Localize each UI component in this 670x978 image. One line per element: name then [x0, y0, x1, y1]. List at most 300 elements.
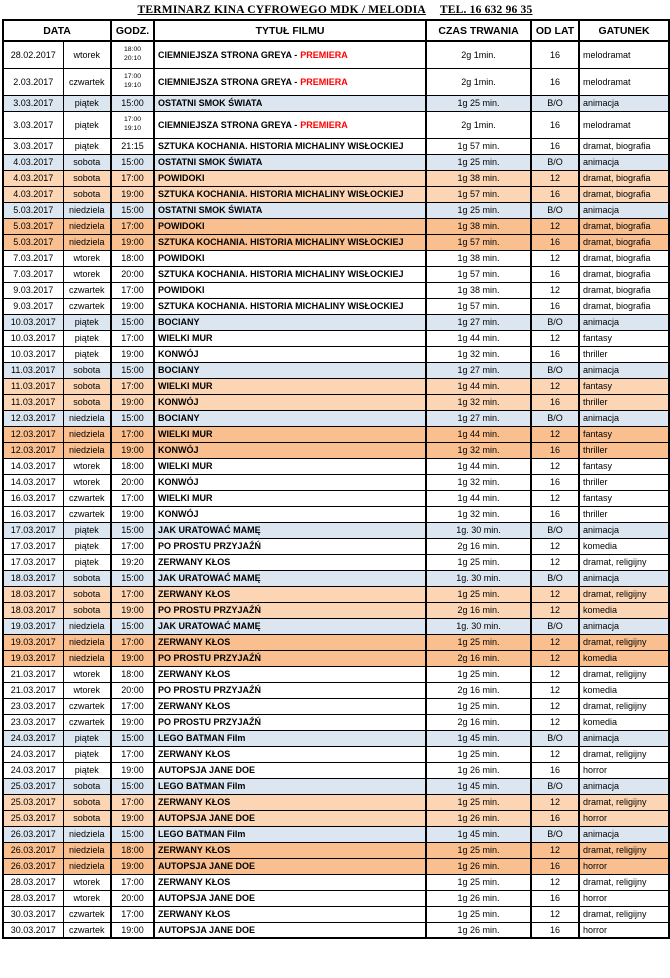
- cell-showtime: 17:00: [111, 586, 154, 602]
- cell-duration: 1g 26 min.: [426, 922, 531, 938]
- film-title: ZERWANY KŁOS: [158, 589, 231, 599]
- cell-day: niedziela: [63, 826, 111, 842]
- cell-genre: animacja: [579, 730, 669, 746]
- cell-day: sobota: [63, 154, 111, 170]
- table-row: [3, 442, 669, 458]
- cell-genre: dramat, religijny: [579, 906, 669, 922]
- cell-day: czwartek: [63, 922, 111, 938]
- cell-age-rating: B/O: [531, 154, 579, 170]
- cell-day: sobota: [63, 778, 111, 794]
- cell-genre: dramat, religijny: [579, 634, 669, 650]
- table-row: [3, 922, 669, 938]
- cell-day: wtorek: [63, 266, 111, 282]
- cell-duration: 1g 25 min.: [426, 746, 531, 762]
- cell-duration: 1g 45 min.: [426, 730, 531, 746]
- cell-date: 12.03.2017: [3, 410, 63, 426]
- cell-duration: 1g 38 min.: [426, 250, 531, 266]
- cell-film-title: [154, 266, 426, 282]
- cell-day: sobota: [63, 362, 111, 378]
- cell-showtime: 17:00: [111, 378, 154, 394]
- cell-genre: animacja: [579, 314, 669, 330]
- cell-genre: animacja: [579, 95, 669, 111]
- cell-age-rating: 12: [531, 746, 579, 762]
- cell-film-title: [154, 794, 426, 810]
- cell-film-title: [154, 906, 426, 922]
- table-row: [3, 218, 669, 234]
- cell-day: wtorek: [63, 250, 111, 266]
- table-row: [3, 111, 669, 138]
- film-title: POWIDOKI: [158, 285, 205, 295]
- cell-duration: 2g 16 min.: [426, 538, 531, 554]
- cell-genre: thriller: [579, 346, 669, 362]
- cell-date: 19.03.2017: [3, 650, 63, 666]
- film-title: PO PROSTU PRZYJAŹŃ: [158, 541, 262, 551]
- cell-duration: 1g 32 min.: [426, 474, 531, 490]
- cell-showtime: 19:00: [111, 442, 154, 458]
- cell-duration: 1g 25 min.: [426, 906, 531, 922]
- table-row: [3, 810, 669, 826]
- cell-date: 5.03.2017: [3, 234, 63, 250]
- cell-genre: horror: [579, 810, 669, 826]
- table-row: [3, 842, 669, 858]
- cell-duration: 1g 32 min.: [426, 506, 531, 522]
- cell-date: 26.03.2017: [3, 858, 63, 874]
- cell-film-title: [154, 698, 426, 714]
- cell-age-rating: 12: [531, 714, 579, 730]
- cell-genre: dramat, biografia: [579, 298, 669, 314]
- table-row: [3, 154, 669, 170]
- table-row: [3, 698, 669, 714]
- cell-day: piątek: [63, 138, 111, 154]
- cell-age-rating: 12: [531, 330, 579, 346]
- cell-day: czwartek: [63, 282, 111, 298]
- table-body: [3, 41, 669, 938]
- cell-age-rating: 12: [531, 906, 579, 922]
- cell-showtime: 19:20: [111, 554, 154, 570]
- cell-genre: komedia: [579, 650, 669, 666]
- cell-showtime: 15:00: [111, 314, 154, 330]
- cell-showtime: 17:00: [111, 794, 154, 810]
- film-title: CIEMNIEJSZA STRONA GREYA -: [158, 76, 298, 87]
- cell-age-rating: 12: [531, 282, 579, 298]
- table-row: [3, 554, 669, 570]
- cell-showtime: 18:00: [111, 458, 154, 474]
- cell-age-rating: B/O: [531, 522, 579, 538]
- cell-date: 3.03.2017: [3, 95, 63, 111]
- cell-genre: melodramat: [579, 68, 669, 95]
- cell-film-title: [154, 202, 426, 218]
- cell-genre: thriller: [579, 394, 669, 410]
- film-title: BOCIANY: [158, 365, 200, 375]
- cell-film-title: [154, 394, 426, 410]
- cell-age-rating: 12: [531, 538, 579, 554]
- cell-duration: 1g 25 min.: [426, 154, 531, 170]
- cell-showtime: 15:00: [111, 826, 154, 842]
- cell-showtime: 15:00: [111, 95, 154, 111]
- cell-date: 10.03.2017: [3, 314, 63, 330]
- film-title: WIELKI MUR: [158, 333, 213, 343]
- cell-age-rating: 16: [531, 234, 579, 250]
- cell-age-rating: 16: [531, 346, 579, 362]
- cell-showtime: 15:00: [111, 522, 154, 538]
- film-title: ZERWANY KŁOS: [158, 637, 231, 647]
- cell-showtime: 19:00: [111, 298, 154, 314]
- cell-date: 7.03.2017: [3, 266, 63, 282]
- film-title: WIELKI MUR: [158, 381, 213, 391]
- cell-day: sobota: [63, 794, 111, 810]
- cell-duration: 2g 1min.: [426, 68, 531, 95]
- cell-duration: 1g 32 min.: [426, 346, 531, 362]
- cell-showtime: 17:00: [111, 218, 154, 234]
- cell-duration: 1g 57 min.: [426, 186, 531, 202]
- cell-age-rating: B/O: [531, 826, 579, 842]
- cell-date: 26.03.2017: [3, 842, 63, 858]
- cell-age-rating: B/O: [531, 778, 579, 794]
- cell-genre: dramat, biografia: [579, 218, 669, 234]
- cell-date: 12.03.2017: [3, 426, 63, 442]
- cell-date: 4.03.2017: [3, 170, 63, 186]
- cell-age-rating: 12: [531, 650, 579, 666]
- cell-age-rating: 16: [531, 68, 579, 95]
- cell-genre: animacja: [579, 522, 669, 538]
- cell-showtime: 17:00: [111, 490, 154, 506]
- film-title: PO PROSTU PRZYJAŹŃ: [158, 717, 262, 727]
- cell-genre: animacja: [579, 154, 669, 170]
- cell-film-title: [154, 330, 426, 346]
- film-title: LEGO BATMAN Film: [158, 829, 246, 839]
- cell-date: 5.03.2017: [3, 202, 63, 218]
- film-title: POWIDOKI: [158, 173, 205, 183]
- cell-genre: dramat, biografia: [579, 186, 669, 202]
- film-title: KONWÓJ: [158, 349, 199, 359]
- film-title: POWIDOKI: [158, 253, 205, 263]
- cell-duration: 1g 25 min.: [426, 698, 531, 714]
- film-title: PO PROSTU PRZYJAŹŃ: [158, 605, 262, 615]
- cell-day: sobota: [63, 186, 111, 202]
- cell-duration: 1g 57 min.: [426, 234, 531, 250]
- cell-film-title: [154, 874, 426, 890]
- cell-day: sobota: [63, 394, 111, 410]
- cell-duration: 1g 57 min.: [426, 138, 531, 154]
- cell-showtime: 19:00: [111, 762, 154, 778]
- cell-film-title: [154, 474, 426, 490]
- cell-day: wtorek: [63, 666, 111, 682]
- cell-genre: horror: [579, 762, 669, 778]
- cell-date: 25.03.2017: [3, 810, 63, 826]
- page-title: [0, 0, 670, 19]
- page-title-text: TERMINARZ KINA CYFROWEGO MDK / MELODIA: [137, 4, 426, 16]
- cell-film-title: [154, 426, 426, 442]
- cell-film-title: [154, 442, 426, 458]
- cell-day: piątek: [63, 314, 111, 330]
- film-title: WIELKI MUR: [158, 493, 213, 503]
- cell-date: 26.03.2017: [3, 826, 63, 842]
- cell-age-rating: 12: [531, 794, 579, 810]
- cell-film-title: [154, 730, 426, 746]
- table-row: [3, 490, 669, 506]
- cell-duration: 1g 44 min.: [426, 426, 531, 442]
- cell-genre: dramat, religijny: [579, 554, 669, 570]
- cell-duration: 1g 26 min.: [426, 858, 531, 874]
- cell-film-title: [154, 170, 426, 186]
- table-row: [3, 170, 669, 186]
- cell-day: czwartek: [63, 68, 111, 95]
- table-row: [3, 458, 669, 474]
- cell-film-title: [154, 186, 426, 202]
- cell-age-rating: 12: [531, 458, 579, 474]
- cell-duration: 1g 25 min.: [426, 95, 531, 111]
- cell-showtime: 17:00: [111, 906, 154, 922]
- col-header-odlat: OD LAT: [531, 20, 579, 41]
- table-row: [3, 906, 669, 922]
- cell-showtime: 15:00: [111, 154, 154, 170]
- cell-film-title: [154, 282, 426, 298]
- cell-date: 17.03.2017: [3, 522, 63, 538]
- cell-duration: 1g 32 min.: [426, 442, 531, 458]
- cell-day: wtorek: [63, 41, 111, 68]
- film-title: JAK URATOWAĆ MAMĘ: [158, 525, 261, 535]
- cell-day: sobota: [63, 810, 111, 826]
- cell-showtime: 17:00: [111, 634, 154, 650]
- cell-date: 16.03.2017: [3, 506, 63, 522]
- table-row: [3, 95, 669, 111]
- cell-film-title: [154, 842, 426, 858]
- film-title: LEGO BATMAN Film: [158, 733, 246, 743]
- cell-day: piątek: [63, 95, 111, 111]
- table-row: [3, 41, 669, 68]
- cell-day: wtorek: [63, 682, 111, 698]
- table-row: [3, 586, 669, 602]
- cell-day: niedziela: [63, 650, 111, 666]
- cell-duration: 2g 16 min.: [426, 650, 531, 666]
- cell-genre: dramat, religijny: [579, 746, 669, 762]
- film-title: ZERWANY KŁOS: [158, 669, 231, 679]
- cell-genre: komedia: [579, 714, 669, 730]
- cell-day: sobota: [63, 586, 111, 602]
- cell-genre: horror: [579, 890, 669, 906]
- cell-showtime: 19:00: [111, 858, 154, 874]
- cell-showtime: 19:00: [111, 602, 154, 618]
- cell-film-title: [154, 362, 426, 378]
- cell-film-title: [154, 138, 426, 154]
- table-row: [3, 426, 669, 442]
- cell-film-title: [154, 602, 426, 618]
- cell-showtime: 15:00: [111, 362, 154, 378]
- table-row: [3, 298, 669, 314]
- col-header-gatunek: GATUNEK: [579, 20, 669, 41]
- film-title: KONWÓJ: [158, 445, 199, 455]
- cell-film-title: [154, 586, 426, 602]
- cell-date: 30.03.2017: [3, 922, 63, 938]
- cell-genre: thriller: [579, 506, 669, 522]
- cell-date: 23.03.2017: [3, 698, 63, 714]
- film-title: JAK URATOWAĆ MAMĘ: [158, 573, 261, 583]
- cell-duration: 1g 25 min.: [426, 666, 531, 682]
- cell-age-rating: 16: [531, 186, 579, 202]
- cell-duration: 1g 25 min.: [426, 634, 531, 650]
- cell-genre: dramat, biografia: [579, 250, 669, 266]
- cell-duration: 1g 25 min.: [426, 202, 531, 218]
- cell-showtime: 20:00: [111, 474, 154, 490]
- cell-age-rating: 16: [531, 762, 579, 778]
- cell-duration: 1g 57 min.: [426, 266, 531, 282]
- cell-genre: dramat, religijny: [579, 586, 669, 602]
- cell-genre: fantasy: [579, 330, 669, 346]
- cell-showtime: 15:00: [111, 202, 154, 218]
- cell-film-title: [154, 778, 426, 794]
- col-header-data: DATA: [3, 20, 111, 41]
- table-row: [3, 138, 669, 154]
- cell-duration: 1g 38 min.: [426, 282, 531, 298]
- film-title: OSTATNI SMOK ŚWIATA: [158, 205, 263, 215]
- cell-date: 19.03.2017: [3, 634, 63, 650]
- cell-duration: 1g 25 min.: [426, 874, 531, 890]
- cell-film-title: [154, 111, 426, 138]
- cell-date: 9.03.2017: [3, 282, 63, 298]
- cell-genre: horror: [579, 922, 669, 938]
- cell-age-rating: 16: [531, 394, 579, 410]
- cell-day: piątek: [63, 730, 111, 746]
- cell-showtime: 19:00: [111, 922, 154, 938]
- cell-showtime: 17:00 19:10: [111, 68, 154, 95]
- cell-genre: animacja: [579, 826, 669, 842]
- cell-day: niedziela: [63, 618, 111, 634]
- cell-showtime: 15:00: [111, 618, 154, 634]
- cell-genre: melodramat: [579, 41, 669, 68]
- cell-film-title: [154, 154, 426, 170]
- film-title: KONWÓJ: [158, 477, 199, 487]
- table-row: [3, 682, 669, 698]
- cell-day: piątek: [63, 762, 111, 778]
- cell-film-title: [154, 506, 426, 522]
- cell-day: czwartek: [63, 298, 111, 314]
- film-title: ZERWANY KŁOS: [158, 701, 231, 711]
- cell-duration: 2g 16 min.: [426, 682, 531, 698]
- cell-showtime: 19:00: [111, 714, 154, 730]
- cell-film-title: [154, 890, 426, 906]
- cell-day: wtorek: [63, 874, 111, 890]
- cell-showtime: 19:00: [111, 234, 154, 250]
- cell-film-title: [154, 314, 426, 330]
- cell-film-title: [154, 762, 426, 778]
- table-row: [3, 762, 669, 778]
- cell-genre: komedia: [579, 538, 669, 554]
- cell-date: 16.03.2017: [3, 490, 63, 506]
- cell-age-rating: B/O: [531, 618, 579, 634]
- cell-age-rating: 12: [531, 874, 579, 890]
- cell-age-rating: 12: [531, 378, 579, 394]
- cell-age-rating: 16: [531, 922, 579, 938]
- cell-genre: dramat, religijny: [579, 874, 669, 890]
- film-title: PO PROSTU PRZYJAŹŃ: [158, 653, 262, 663]
- cell-film-title: [154, 41, 426, 68]
- table-row: [3, 826, 669, 842]
- cell-day: niedziela: [63, 218, 111, 234]
- cell-age-rating: 12: [531, 218, 579, 234]
- cell-day: wtorek: [63, 474, 111, 490]
- table-row: [3, 890, 669, 906]
- film-title: JAK URATOWAĆ MAMĘ: [158, 621, 261, 631]
- cell-duration: 1g 27 min.: [426, 410, 531, 426]
- cell-duration: 2g 1min.: [426, 111, 531, 138]
- table-row: [3, 570, 669, 586]
- cell-film-title: [154, 570, 426, 586]
- cell-genre: thriller: [579, 474, 669, 490]
- cell-age-rating: 12: [531, 586, 579, 602]
- cell-date: 10.03.2017: [3, 330, 63, 346]
- cell-duration: 2g 1min.: [426, 41, 531, 68]
- cell-day: czwartek: [63, 714, 111, 730]
- cell-film-title: [154, 922, 426, 938]
- cell-genre: animacja: [579, 410, 669, 426]
- film-title: ZERWANY KŁOS: [158, 557, 231, 567]
- cell-date: 19.03.2017: [3, 618, 63, 634]
- cell-genre: dramat, biografia: [579, 266, 669, 282]
- cell-duration: 1g. 30 min.: [426, 618, 531, 634]
- table-row: [3, 522, 669, 538]
- film-title: SZTUKA KOCHANIA. HISTORIA MICHALINY WISŁOCKIEJ: [158, 301, 404, 311]
- film-title: WIELKI MUR: [158, 429, 213, 439]
- cell-film-title: [154, 378, 426, 394]
- cell-duration: 1g 57 min.: [426, 298, 531, 314]
- cell-date: 11.03.2017: [3, 362, 63, 378]
- cell-film-title: [154, 95, 426, 111]
- cell-film-title: [154, 346, 426, 362]
- cell-day: sobota: [63, 170, 111, 186]
- cell-genre: fantasy: [579, 426, 669, 442]
- table-row: [3, 602, 669, 618]
- cell-film-title: [154, 666, 426, 682]
- cell-age-rating: 16: [531, 298, 579, 314]
- table-row: [3, 778, 669, 794]
- cell-showtime: 18:00: [111, 250, 154, 266]
- cell-date: 25.03.2017: [3, 778, 63, 794]
- cell-age-rating: 12: [531, 682, 579, 698]
- cell-showtime: 19:00: [111, 186, 154, 202]
- cell-showtime: 20:00: [111, 890, 154, 906]
- cell-film-title: [154, 68, 426, 95]
- cell-showtime: 17:00: [111, 538, 154, 554]
- cell-showtime: 15:00: [111, 730, 154, 746]
- cell-showtime: 19:00: [111, 810, 154, 826]
- cell-film-title: [154, 298, 426, 314]
- cell-age-rating: B/O: [531, 362, 579, 378]
- film-title: POWIDOKI: [158, 221, 205, 231]
- cell-age-rating: 12: [531, 554, 579, 570]
- cell-day: niedziela: [63, 410, 111, 426]
- film-title: PO PROSTU PRZYJAŹŃ: [158, 685, 262, 695]
- cell-age-rating: B/O: [531, 314, 579, 330]
- film-title: AUTOPSJA JANE DOE: [158, 765, 256, 775]
- table-row: [3, 330, 669, 346]
- cell-day: piątek: [63, 346, 111, 362]
- cell-day: piątek: [63, 330, 111, 346]
- film-title: SZTUKA KOCHANIA. HISTORIA MICHALINY WISŁOCKIEJ: [158, 269, 404, 279]
- table-row: [3, 618, 669, 634]
- cell-age-rating: B/O: [531, 95, 579, 111]
- cell-date: 2.03.2017: [3, 68, 63, 95]
- cell-date: 24.03.2017: [3, 730, 63, 746]
- cell-day: niedziela: [63, 842, 111, 858]
- cell-day: piątek: [63, 746, 111, 762]
- cell-duration: 1g 32 min.: [426, 394, 531, 410]
- table-row: [3, 858, 669, 874]
- table-row: [3, 538, 669, 554]
- film-title: ZERWANY KŁOS: [158, 877, 231, 887]
- cell-duration: 1g 26 min.: [426, 810, 531, 826]
- cell-duration: 1g. 30 min.: [426, 570, 531, 586]
- cell-showtime: 17:00: [111, 170, 154, 186]
